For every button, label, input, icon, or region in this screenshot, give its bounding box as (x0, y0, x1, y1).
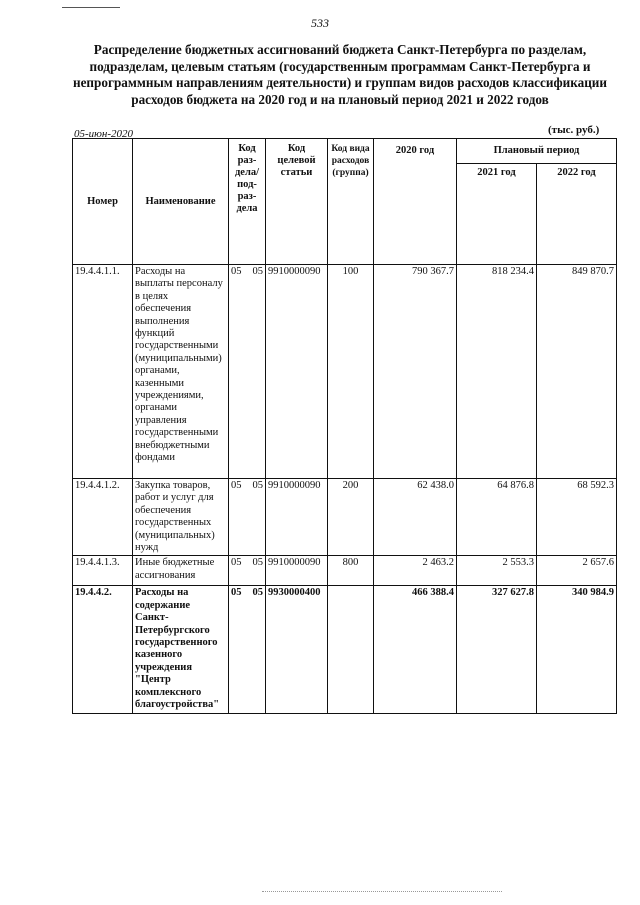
header-name: Наименование (133, 139, 229, 265)
row-number: 19.4.4.2. (73, 586, 133, 713)
header-number: Номер (73, 139, 133, 265)
header-rule (62, 7, 120, 8)
row-section-code (229, 479, 266, 556)
row-target-code: 9910000090 (266, 479, 328, 556)
row-number: 19.4.4.1.2. (73, 479, 133, 556)
budget-table (72, 138, 617, 714)
row-type-code: 800 (328, 556, 374, 586)
row-2021: 2 553.3 (457, 556, 537, 586)
row-razdel: 05 (231, 557, 242, 569)
row-2022: 68 592.3 (537, 479, 617, 556)
document-date: 05-июн-2020 (74, 128, 134, 140)
table-row (73, 265, 617, 479)
row-2022: 340 984.9 (537, 586, 617, 713)
row-section-code (229, 586, 266, 713)
row-name: Закупка товаров, работ и услуг для обеспечения государственных (муниципальных) нужд (133, 479, 229, 556)
row-section-code (229, 556, 266, 586)
document-title: Распределение бюджетных ассигнований бюджета Санкт-Петербурга по разделам, подразделам, целевым статьям (государственным программам Санкт-Петербурга и непрограммным направлениям деятельности) и группам видов расходов классификации расходов бюджета на 2020 год и на плановый период 2021 и 2022 годов (72, 42, 607, 107)
row-2020: 62 438.0 (374, 479, 457, 556)
row-podrazdel: 05 (252, 480, 263, 491)
row-2022: 849 870.7 (537, 265, 617, 479)
row-target-code: 9910000090 (266, 556, 328, 586)
row-type-code: 100 (328, 265, 374, 479)
table-row (73, 556, 617, 586)
row-razdel: 05 (231, 587, 242, 599)
units-label: (тыс. руб.) (548, 124, 600, 136)
table-row (73, 479, 617, 556)
row-2020: 466 388.4 (374, 586, 457, 713)
row-podrazdel: 05 (252, 557, 263, 569)
row-podrazdel: 05 (252, 266, 263, 277)
row-name: Расходы на содержание Санкт-Петербургского государственного казенного учреждения "Центр комплексного благоустройства" (133, 586, 229, 713)
row-2021: 64 876.8 (457, 479, 537, 556)
row-number: 19.4.4.1.3. (73, 556, 133, 586)
row-type-code (328, 586, 374, 713)
table-row (73, 586, 617, 713)
footer-mark (262, 891, 502, 894)
header-section-code: Код раз-дела/ под-раз-дела (229, 139, 266, 265)
header-type-code: Код вида расходов (группа) (328, 139, 374, 265)
row-razdel: 05 (231, 480, 242, 491)
row-podrazdel: 05 (252, 587, 263, 599)
header-year-2021: 2021 год (457, 164, 537, 265)
row-2022: 2 657.6 (537, 556, 617, 586)
header-target-code: Код целевой статьи (266, 139, 328, 265)
row-2021: 327 627.8 (457, 586, 537, 713)
row-name: Расходы на выплаты персоналу в целях обеспечения выполнения функций государственными (муниципальными) органами, казенными учреждениями, органами управления государственными внебюджетными фондами (133, 265, 229, 479)
row-section-code (229, 265, 266, 479)
row-2021: 818 234.4 (457, 265, 537, 479)
row-target-code: 9910000090 (266, 265, 328, 479)
header-planned-period: Плановый период (457, 139, 617, 164)
row-name: Иные бюджетные ассигнования (133, 556, 229, 586)
row-target-code: 9930000400 (266, 586, 328, 713)
row-razdel: 05 (231, 266, 242, 277)
row-2020: 790 367.7 (374, 265, 457, 479)
row-type-code: 200 (328, 479, 374, 556)
header-year-2022: 2022 год (537, 164, 617, 265)
header-year-2020: 2020 год (374, 139, 457, 265)
page-number: 533 (311, 16, 329, 30)
row-number: 19.4.4.1.1. (73, 265, 133, 479)
row-2020: 2 463.2 (374, 556, 457, 586)
